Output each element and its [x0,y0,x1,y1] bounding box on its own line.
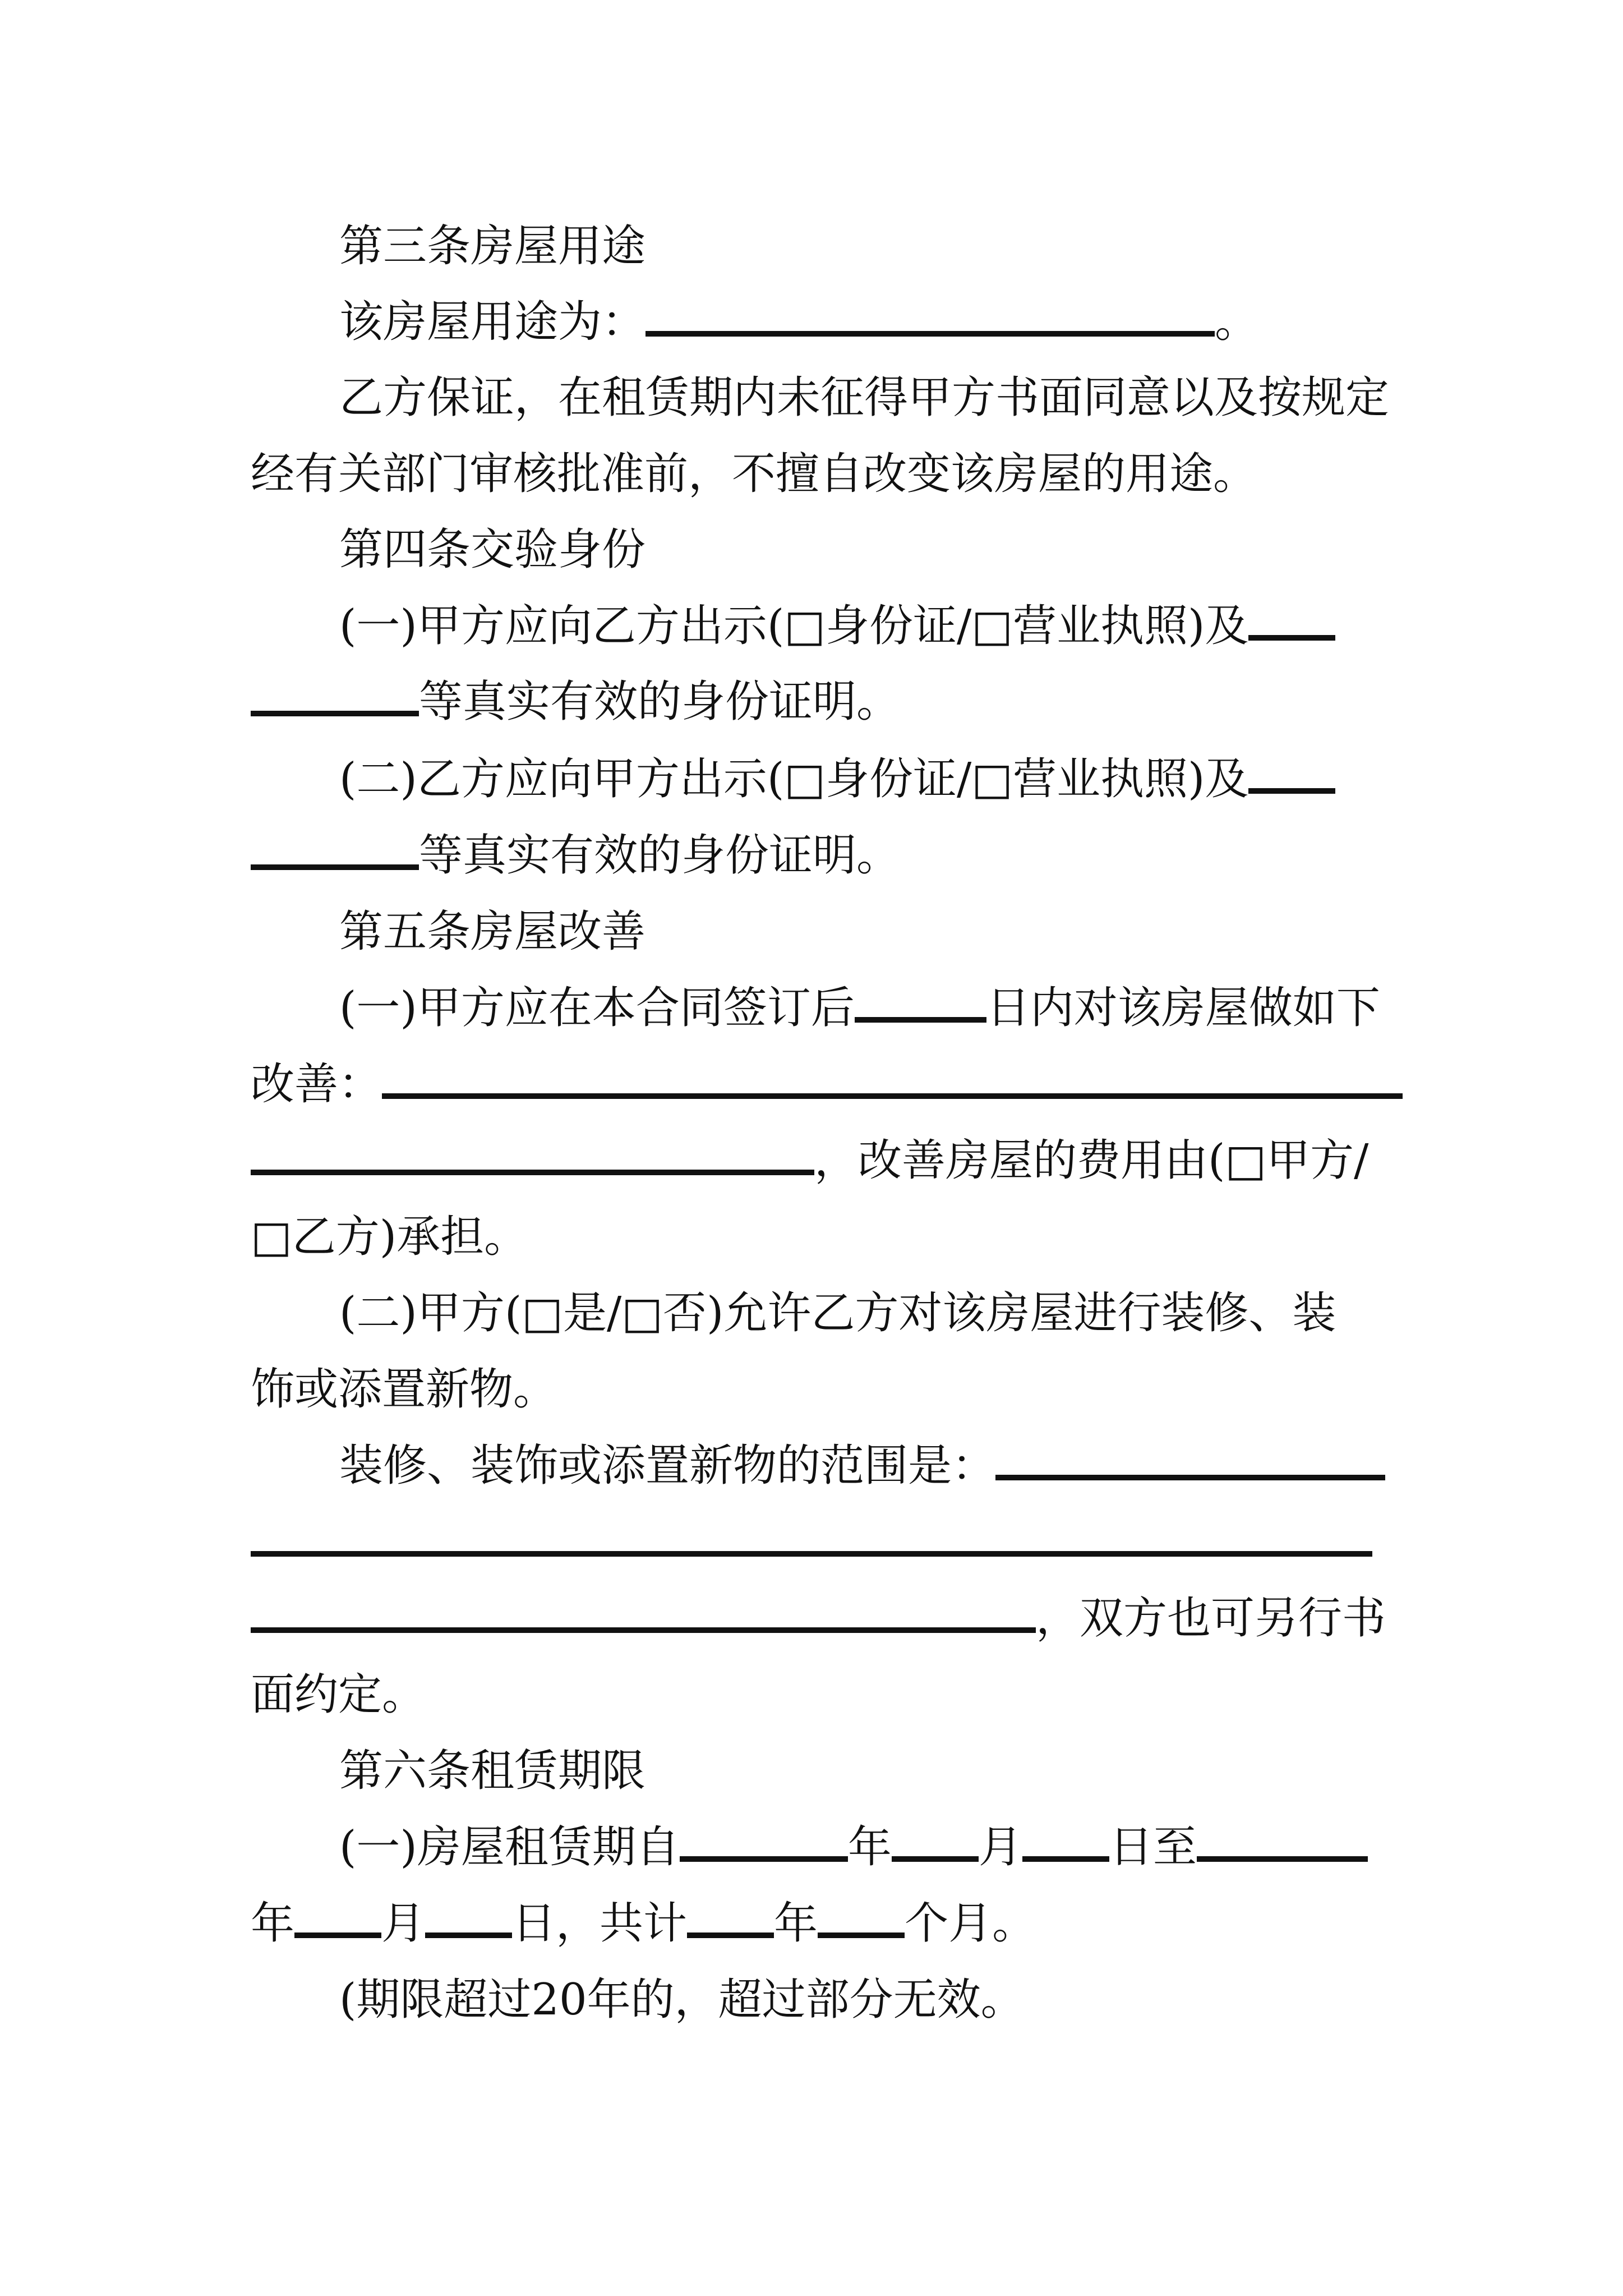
fill-in-blank[interactable] [251,1521,1372,1557]
text-segment: 装修、装饰或添置新物的范围是： [339,1441,996,1491]
text-line [339,907,646,957]
text-line [339,754,1335,804]
text-segment: 日内对该房屋做如下 [986,983,1380,1033]
text-segment: ，双方也可另行书 [1036,1593,1386,1644]
text-segment: 面约定。 [251,1669,426,1720]
text-segment: 年 [251,1898,295,1949]
text-segment: (期限超过20年的，超过部分无效。 [339,1975,1025,2025]
text-line [339,297,1259,347]
text-segment: □乙方)承担。 [251,1212,528,1262]
fill-in-blank[interactable] [995,1444,1385,1480]
fill-in-blank[interactable] [1248,758,1335,794]
fill-in-blank[interactable] [1197,1826,1368,1862]
text-segment: 年 [847,1822,892,1872]
fill-in-blank[interactable] [1248,605,1335,641]
text-line [251,1669,426,1720]
text-line [339,1975,1025,2025]
fill-in-blank[interactable] [645,301,1215,337]
text-line [251,1364,557,1415]
text-segment: (二)乙方应向甲方出示(□身份证/□营业执照)及 [339,754,1249,804]
text-segment: 该房屋用途为： [339,297,646,347]
text-segment: 。 [1215,297,1259,347]
text-segment: (一)甲方应在本合同签订后 [339,983,855,1033]
text-segment: ，改善房屋的费用由(□甲方/ [814,1135,1369,1186]
text-segment: 年 [774,1898,818,1949]
text-line [339,1746,646,1796]
text-segment: 等真实有效的身份证明。 [419,830,901,881]
text-segment: (二)甲方(□是/□否)允许乙方对该房屋进行装修、装 [339,1288,1336,1338]
text-segment: 经有关部门审核批准前，不擅自改变该房屋的用途。 [251,449,1257,499]
text-segment: 等真实有效的身份证明。 [419,677,901,727]
fill-in-blank[interactable] [251,834,419,870]
fill-in-blank[interactable] [687,1902,774,1938]
text-line [251,1593,1386,1644]
text-segment: 第四条交验身份 [339,524,646,575]
text-line [339,1288,1336,1338]
text-line [251,677,901,727]
text-line [339,1441,1385,1491]
text-line [251,1059,1403,1110]
text-line [339,372,1390,423]
fill-in-blank[interactable] [818,1902,905,1938]
fill-in-blank[interactable] [294,1902,381,1938]
text-line [339,983,1380,1033]
fill-in-blank[interactable] [382,1063,1403,1099]
text-segment: 月 [978,1822,1022,1872]
fill-in-blank[interactable] [251,1139,814,1175]
text-segment: (一)甲方应向乙方出示(□身份证/□营业执照)及 [339,601,1249,651]
text-line [251,1520,1372,1564]
text-segment: 日至 [1109,1822,1197,1872]
fill-in-blank[interactable] [251,1597,1036,1633]
text-line [339,524,646,575]
text-line [339,1822,1368,1872]
fill-in-blank[interactable] [425,1902,512,1938]
text-line [251,830,901,881]
fill-in-blank[interactable] [855,987,986,1023]
fill-in-blank[interactable] [892,1826,979,1862]
text-segment: 第五条房屋改善 [339,907,646,957]
text-segment: 日，共计 [512,1898,688,1949]
fill-in-blank[interactable] [251,680,419,716]
text-segment: 月 [381,1898,426,1949]
text-segment: 第六条租赁期限 [339,1746,646,1796]
text-line [251,449,1257,499]
text-segment: 个月。 [905,1898,1036,1949]
text-line [339,221,646,272]
text-segment: 第三条房屋用途 [339,221,646,272]
text-line [251,1135,1369,1186]
text-segment: (一)房屋租赁期自 [339,1822,680,1872]
text-segment: 乙方保证，在租赁期内未征得甲方书面同意以及按规定 [339,372,1390,423]
fill-in-blank[interactable] [680,1826,848,1862]
text-line [251,1898,1036,1949]
text-line [251,1212,528,1262]
fill-in-blank[interactable] [1022,1826,1109,1862]
text-line [339,601,1335,651]
text-segment: 改善： [251,1059,382,1110]
text-segment: 饰或添置新物。 [251,1364,557,1415]
